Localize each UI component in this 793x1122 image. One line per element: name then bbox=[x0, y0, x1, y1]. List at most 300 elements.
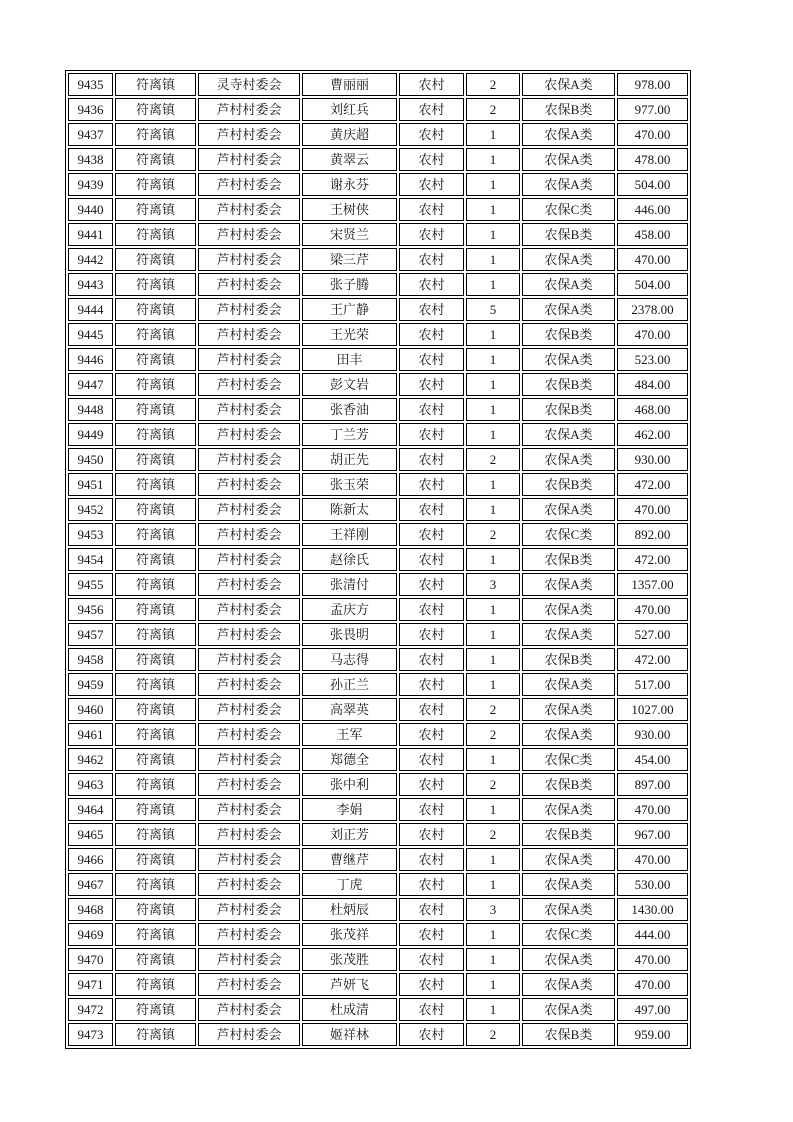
table-cell: 芦村村委会 bbox=[198, 223, 300, 246]
table-cell: 9437 bbox=[68, 123, 113, 146]
table-cell: 杜炳辰 bbox=[302, 898, 397, 921]
table-cell: 张香油 bbox=[302, 398, 397, 421]
table-cell: 504.00 bbox=[617, 273, 688, 296]
table-cell: 农村 bbox=[399, 1023, 464, 1046]
table-cell: 农村 bbox=[399, 673, 464, 696]
table-cell: 芦村村委会 bbox=[198, 873, 300, 896]
table-cell: 农村 bbox=[399, 873, 464, 896]
table-cell: 472.00 bbox=[617, 548, 688, 571]
table-cell: 符离镇 bbox=[115, 923, 196, 946]
table-cell: 符离镇 bbox=[115, 273, 196, 296]
table-cell: 芦村村委会 bbox=[198, 723, 300, 746]
table-row bbox=[68, 873, 688, 896]
table-cell: 1 bbox=[466, 648, 520, 671]
table-cell: 农村 bbox=[399, 148, 464, 171]
table-cell: 农保B类 bbox=[522, 223, 615, 246]
table-cell: 9459 bbox=[68, 673, 113, 696]
table-cell: 1 bbox=[466, 423, 520, 446]
table-cell: 农村 bbox=[399, 198, 464, 221]
table-cell: 农保A类 bbox=[522, 998, 615, 1021]
table-cell: 农村 bbox=[399, 773, 464, 796]
table-cell: 478.00 bbox=[617, 148, 688, 171]
table-cell: 符离镇 bbox=[115, 148, 196, 171]
table-cell: 符离镇 bbox=[115, 223, 196, 246]
table-cell: 9436 bbox=[68, 98, 113, 121]
table-cell: 2 bbox=[466, 448, 520, 471]
table-row bbox=[68, 123, 688, 146]
table-cell: 462.00 bbox=[617, 423, 688, 446]
table-cell: 符离镇 bbox=[115, 573, 196, 596]
table-cell: 1 bbox=[466, 748, 520, 771]
table-cell: 446.00 bbox=[617, 198, 688, 221]
table-cell: 497.00 bbox=[617, 998, 688, 1021]
table-cell: 符离镇 bbox=[115, 473, 196, 496]
table-cell: 1357.00 bbox=[617, 573, 688, 596]
table-cell: 符离镇 bbox=[115, 248, 196, 271]
table-cell: 丁虎 bbox=[302, 873, 397, 896]
table-cell: 农村 bbox=[399, 723, 464, 746]
table-cell: 农村 bbox=[399, 848, 464, 871]
table-cell: 470.00 bbox=[617, 798, 688, 821]
table-cell: 农保A类 bbox=[522, 873, 615, 896]
table-cell: 农保A类 bbox=[522, 423, 615, 446]
table-cell: 芦村村委会 bbox=[198, 423, 300, 446]
table-cell: 9450 bbox=[68, 448, 113, 471]
table-cell: 农保A类 bbox=[522, 598, 615, 621]
table-cell: 符离镇 bbox=[115, 998, 196, 1021]
table-cell: 灵寺村委会 bbox=[198, 73, 300, 96]
table-cell: 芦村村委会 bbox=[198, 173, 300, 196]
table-cell: 2 bbox=[466, 523, 520, 546]
table-cell: 农村 bbox=[399, 273, 464, 296]
table-row bbox=[68, 173, 688, 196]
table-row bbox=[68, 223, 688, 246]
table-cell: 9447 bbox=[68, 373, 113, 396]
table-cell: 符离镇 bbox=[115, 723, 196, 746]
table-cell: 芦村村委会 bbox=[198, 698, 300, 721]
table-row bbox=[68, 848, 688, 871]
table-cell: 农保B类 bbox=[522, 773, 615, 796]
table-cell: 丁兰芳 bbox=[302, 423, 397, 446]
table-cell: 农保C类 bbox=[522, 523, 615, 546]
table-cell: 农村 bbox=[399, 173, 464, 196]
table-cell: 张清付 bbox=[302, 573, 397, 596]
table-cell: 农村 bbox=[399, 448, 464, 471]
table-cell: 892.00 bbox=[617, 523, 688, 546]
table-cell: 农保C类 bbox=[522, 923, 615, 946]
table-cell: 1 bbox=[466, 973, 520, 996]
table-row bbox=[68, 98, 688, 121]
table-cell: 523.00 bbox=[617, 348, 688, 371]
table-cell: 468.00 bbox=[617, 398, 688, 421]
table-row bbox=[68, 573, 688, 596]
table-cell: 9471 bbox=[68, 973, 113, 996]
table-cell: 农村 bbox=[399, 248, 464, 271]
table-row bbox=[68, 498, 688, 521]
table-cell: 9460 bbox=[68, 698, 113, 721]
table-cell: 1 bbox=[466, 923, 520, 946]
table-cell: 农保A类 bbox=[522, 798, 615, 821]
table-cell: 李娟 bbox=[302, 798, 397, 821]
table-cell: 芦村村委会 bbox=[198, 1023, 300, 1046]
table-cell: 符离镇 bbox=[115, 198, 196, 221]
table-cell: 2 bbox=[466, 773, 520, 796]
table-cell: 彭文岩 bbox=[302, 373, 397, 396]
table-cell: 1 bbox=[466, 398, 520, 421]
table-cell: 458.00 bbox=[617, 223, 688, 246]
table-cell: 农保B类 bbox=[522, 398, 615, 421]
table-cell: 符离镇 bbox=[115, 973, 196, 996]
table-cell: 530.00 bbox=[617, 873, 688, 896]
table-cell: 897.00 bbox=[617, 773, 688, 796]
table-row bbox=[68, 398, 688, 421]
table-cell: 农村 bbox=[399, 823, 464, 846]
table-cell: 2378.00 bbox=[617, 298, 688, 321]
table-cell: 梁三芹 bbox=[302, 248, 397, 271]
table-cell: 农保C类 bbox=[522, 748, 615, 771]
table-cell: 农保A类 bbox=[522, 898, 615, 921]
table-cell: 9470 bbox=[68, 948, 113, 971]
table-cell: 9455 bbox=[68, 573, 113, 596]
table-cell: 9441 bbox=[68, 223, 113, 246]
table-cell: 孟庆方 bbox=[302, 598, 397, 621]
table-cell: 符离镇 bbox=[115, 598, 196, 621]
table-cell: 1 bbox=[466, 323, 520, 346]
table-cell: 王广静 bbox=[302, 298, 397, 321]
table-cell: 1 bbox=[466, 598, 520, 621]
table-cell: 农村 bbox=[399, 748, 464, 771]
table-cell: 符离镇 bbox=[115, 798, 196, 821]
table-cell: 芦村村委会 bbox=[198, 198, 300, 221]
table-cell: 农村 bbox=[399, 73, 464, 96]
table-row bbox=[68, 473, 688, 496]
table-cell: 农村 bbox=[399, 598, 464, 621]
table-cell: 9449 bbox=[68, 423, 113, 446]
table-cell: 9439 bbox=[68, 173, 113, 196]
table-cell: 农保A类 bbox=[522, 723, 615, 746]
table-cell: 农保A类 bbox=[522, 123, 615, 146]
table-cell: 农村 bbox=[399, 123, 464, 146]
table-cell: 农村 bbox=[399, 573, 464, 596]
table-cell: 农保A类 bbox=[522, 273, 615, 296]
table-cell: 3 bbox=[466, 898, 520, 921]
table-cell: 1027.00 bbox=[617, 698, 688, 721]
table-cell: 1 bbox=[466, 498, 520, 521]
table-cell: 9440 bbox=[68, 198, 113, 221]
table-cell: 1 bbox=[466, 548, 520, 571]
table-cell: 符离镇 bbox=[115, 648, 196, 671]
table-cell: 1 bbox=[466, 623, 520, 646]
table-cell: 符离镇 bbox=[115, 673, 196, 696]
table-cell: 符离镇 bbox=[115, 873, 196, 896]
table-row bbox=[68, 773, 688, 796]
table-cell: 张畏明 bbox=[302, 623, 397, 646]
table-cell: 农村 bbox=[399, 348, 464, 371]
table-cell: 符离镇 bbox=[115, 448, 196, 471]
table-cell: 527.00 bbox=[617, 623, 688, 646]
table-cell: 9457 bbox=[68, 623, 113, 646]
table-cell: 黄翠云 bbox=[302, 148, 397, 171]
table-cell: 农保A类 bbox=[522, 148, 615, 171]
table-cell: 芦村村委会 bbox=[198, 298, 300, 321]
table-cell: 农保A类 bbox=[522, 348, 615, 371]
table-cell: 1 bbox=[466, 948, 520, 971]
table-cell: 1 bbox=[466, 873, 520, 896]
table-cell: 454.00 bbox=[617, 748, 688, 771]
table-cell: 470.00 bbox=[617, 123, 688, 146]
table-cell: 符离镇 bbox=[115, 823, 196, 846]
table-cell: 农村 bbox=[399, 973, 464, 996]
table-row bbox=[68, 998, 688, 1021]
table-cell: 芦村村委会 bbox=[198, 148, 300, 171]
table-cell: 农保A类 bbox=[522, 298, 615, 321]
table-cell: 1 bbox=[466, 148, 520, 171]
table-row bbox=[68, 73, 688, 96]
table-cell: 农村 bbox=[399, 948, 464, 971]
table-cell: 1 bbox=[466, 848, 520, 871]
table-row bbox=[68, 673, 688, 696]
table-cell: 符离镇 bbox=[115, 748, 196, 771]
table-cell: 符离镇 bbox=[115, 548, 196, 571]
table-cell: 符离镇 bbox=[115, 623, 196, 646]
table-cell: 郑德全 bbox=[302, 748, 397, 771]
table-row bbox=[68, 148, 688, 171]
table-cell: 农保B类 bbox=[522, 1023, 615, 1046]
table-row bbox=[68, 623, 688, 646]
table-cell: 农保A类 bbox=[522, 698, 615, 721]
table-cell: 9466 bbox=[68, 848, 113, 871]
table-row bbox=[68, 898, 688, 921]
table-cell: 芦村村委会 bbox=[198, 598, 300, 621]
table-cell: 农保A类 bbox=[522, 73, 615, 96]
table-cell: 农保A类 bbox=[522, 173, 615, 196]
table-row bbox=[68, 423, 688, 446]
table-row bbox=[68, 748, 688, 771]
table-cell: 刘正芳 bbox=[302, 823, 397, 846]
table-row bbox=[68, 373, 688, 396]
table-cell: 农保B类 bbox=[522, 473, 615, 496]
table-cell: 王军 bbox=[302, 723, 397, 746]
table-cell: 张子腾 bbox=[302, 273, 397, 296]
table-cell: 9473 bbox=[68, 1023, 113, 1046]
table-cell: 农保A类 bbox=[522, 573, 615, 596]
table-cell: 9469 bbox=[68, 923, 113, 946]
table-cell: 1 bbox=[466, 123, 520, 146]
table-cell: 9444 bbox=[68, 298, 113, 321]
table-cell: 3 bbox=[466, 573, 520, 596]
table-cell: 农村 bbox=[399, 423, 464, 446]
table-cell: 农村 bbox=[399, 298, 464, 321]
table-cell: 1 bbox=[466, 673, 520, 696]
table-cell: 农保A类 bbox=[522, 248, 615, 271]
table-cell: 农保B类 bbox=[522, 373, 615, 396]
table-cell: 1 bbox=[466, 473, 520, 496]
table-row bbox=[68, 523, 688, 546]
table-cell: 9463 bbox=[68, 773, 113, 796]
table-cell: 农村 bbox=[399, 373, 464, 396]
table-cell: 农村 bbox=[399, 98, 464, 121]
table-cell: 张玉荣 bbox=[302, 473, 397, 496]
table-cell: 9458 bbox=[68, 648, 113, 671]
table-cell: 刘红兵 bbox=[302, 98, 397, 121]
table-cell: 470.00 bbox=[617, 948, 688, 971]
table-cell: 517.00 bbox=[617, 673, 688, 696]
table-row bbox=[68, 923, 688, 946]
table-cell: 1 bbox=[466, 373, 520, 396]
table-cell: 芦村村委会 bbox=[198, 673, 300, 696]
table-cell: 1 bbox=[466, 198, 520, 221]
pension-records-table-body bbox=[68, 73, 688, 1046]
table-row bbox=[68, 198, 688, 221]
table-cell: 芦村村委会 bbox=[198, 948, 300, 971]
table-cell: 9453 bbox=[68, 523, 113, 546]
table-cell: 9467 bbox=[68, 873, 113, 896]
table-cell: 农村 bbox=[399, 548, 464, 571]
table-cell: 930.00 bbox=[617, 723, 688, 746]
table-cell: 农村 bbox=[399, 323, 464, 346]
table-cell: 芦村村委会 bbox=[198, 973, 300, 996]
table-cell: 农村 bbox=[399, 523, 464, 546]
table-cell: 杜成清 bbox=[302, 998, 397, 1021]
table-cell: 农保B类 bbox=[522, 648, 615, 671]
table-cell: 芦村村委会 bbox=[198, 798, 300, 821]
table-cell: 农保B类 bbox=[522, 823, 615, 846]
table-cell: 高翠英 bbox=[302, 698, 397, 721]
table-cell: 5 bbox=[466, 298, 520, 321]
table-cell: 芦村村委会 bbox=[198, 448, 300, 471]
table-cell: 谢永芬 bbox=[302, 173, 397, 196]
table-row bbox=[68, 798, 688, 821]
table-cell: 芦村村委会 bbox=[198, 773, 300, 796]
table-cell: 1 bbox=[466, 998, 520, 1021]
table-cell: 芦村村委会 bbox=[198, 398, 300, 421]
table-cell: 符离镇 bbox=[115, 948, 196, 971]
table-cell: 张茂祥 bbox=[302, 923, 397, 946]
table-cell: 472.00 bbox=[617, 473, 688, 496]
table-cell: 符离镇 bbox=[115, 848, 196, 871]
table-cell: 470.00 bbox=[617, 973, 688, 996]
table-cell: 9442 bbox=[68, 248, 113, 271]
table-cell: 9438 bbox=[68, 148, 113, 171]
table-cell: 芦村村委会 bbox=[198, 648, 300, 671]
table-cell: 芦村村委会 bbox=[198, 548, 300, 571]
table-cell: 芦村村委会 bbox=[198, 348, 300, 371]
table-cell: 农村 bbox=[399, 923, 464, 946]
table-cell: 农村 bbox=[399, 648, 464, 671]
table-cell: 9443 bbox=[68, 273, 113, 296]
table-cell: 农保A类 bbox=[522, 948, 615, 971]
table-cell: 9468 bbox=[68, 898, 113, 921]
table-cell: 芦村村委会 bbox=[198, 123, 300, 146]
table-cell: 符离镇 bbox=[115, 323, 196, 346]
table-cell: 9446 bbox=[68, 348, 113, 371]
table-cell: 芦村村委会 bbox=[198, 373, 300, 396]
table-row bbox=[68, 448, 688, 471]
table-cell: 9461 bbox=[68, 723, 113, 746]
table-row bbox=[68, 973, 688, 996]
table-cell: 9448 bbox=[68, 398, 113, 421]
table-cell: 9464 bbox=[68, 798, 113, 821]
table-cell: 宋贤兰 bbox=[302, 223, 397, 246]
table-cell: 470.00 bbox=[617, 323, 688, 346]
table-cell: 农保A类 bbox=[522, 623, 615, 646]
table-cell: 曹丽丽 bbox=[302, 73, 397, 96]
table-cell: 504.00 bbox=[617, 173, 688, 196]
table-cell: 9445 bbox=[68, 323, 113, 346]
table-cell: 9465 bbox=[68, 823, 113, 846]
table-cell: 444.00 bbox=[617, 923, 688, 946]
table-cell: 符离镇 bbox=[115, 1023, 196, 1046]
table-cell: 484.00 bbox=[617, 373, 688, 396]
table-cell: 符离镇 bbox=[115, 398, 196, 421]
table-cell: 符离镇 bbox=[115, 348, 196, 371]
table-cell: 张茂胜 bbox=[302, 948, 397, 971]
table-cell: 9435 bbox=[68, 73, 113, 96]
table-cell: 9454 bbox=[68, 548, 113, 571]
table-row bbox=[68, 323, 688, 346]
table-cell: 芦村村委会 bbox=[198, 498, 300, 521]
table-cell: 农村 bbox=[399, 498, 464, 521]
table-cell: 2 bbox=[466, 698, 520, 721]
table-cell: 9452 bbox=[68, 498, 113, 521]
table-cell: 农保B类 bbox=[522, 548, 615, 571]
table-cell: 胡正先 bbox=[302, 448, 397, 471]
table-cell: 芦村村委会 bbox=[198, 623, 300, 646]
table-cell: 9451 bbox=[68, 473, 113, 496]
table-cell: 王祥刚 bbox=[302, 523, 397, 546]
table-cell: 芦村村委会 bbox=[198, 323, 300, 346]
table-cell: 967.00 bbox=[617, 823, 688, 846]
table-cell: 马志得 bbox=[302, 648, 397, 671]
table-cell: 符离镇 bbox=[115, 423, 196, 446]
table-cell: 芦村村委会 bbox=[198, 823, 300, 846]
table-cell: 芦村村委会 bbox=[198, 573, 300, 596]
table-cell: 农保B类 bbox=[522, 98, 615, 121]
table-cell: 2 bbox=[466, 73, 520, 96]
table-cell: 农村 bbox=[399, 698, 464, 721]
table-cell: 959.00 bbox=[617, 1023, 688, 1046]
table-cell: 王光荣 bbox=[302, 323, 397, 346]
table-cell: 2 bbox=[466, 823, 520, 846]
table-cell: 符离镇 bbox=[115, 298, 196, 321]
table-cell: 470.00 bbox=[617, 248, 688, 271]
table-cell: 农村 bbox=[399, 798, 464, 821]
table-cell: 陈新太 bbox=[302, 498, 397, 521]
table-cell: 1430.00 bbox=[617, 898, 688, 921]
table-cell: 芦村村委会 bbox=[198, 998, 300, 1021]
table-cell: 张中利 bbox=[302, 773, 397, 796]
table-row bbox=[68, 723, 688, 746]
table-row bbox=[68, 823, 688, 846]
table-cell: 赵徐氏 bbox=[302, 548, 397, 571]
table-row bbox=[68, 298, 688, 321]
table-cell: 芦村村委会 bbox=[198, 748, 300, 771]
table-cell: 孙正兰 bbox=[302, 673, 397, 696]
table-cell: 930.00 bbox=[617, 448, 688, 471]
table-cell: 符离镇 bbox=[115, 898, 196, 921]
table-cell: 芦村村委会 bbox=[198, 898, 300, 921]
table-cell: 9456 bbox=[68, 598, 113, 621]
table-cell: 470.00 bbox=[617, 848, 688, 871]
table-cell: 芦村村委会 bbox=[198, 273, 300, 296]
table-cell: 农保A类 bbox=[522, 973, 615, 996]
table-cell: 田丰 bbox=[302, 348, 397, 371]
table-cell: 1 bbox=[466, 348, 520, 371]
table-cell: 2 bbox=[466, 98, 520, 121]
table-cell: 芦村村委会 bbox=[198, 98, 300, 121]
table-cell: 978.00 bbox=[617, 73, 688, 96]
table-row bbox=[68, 548, 688, 571]
